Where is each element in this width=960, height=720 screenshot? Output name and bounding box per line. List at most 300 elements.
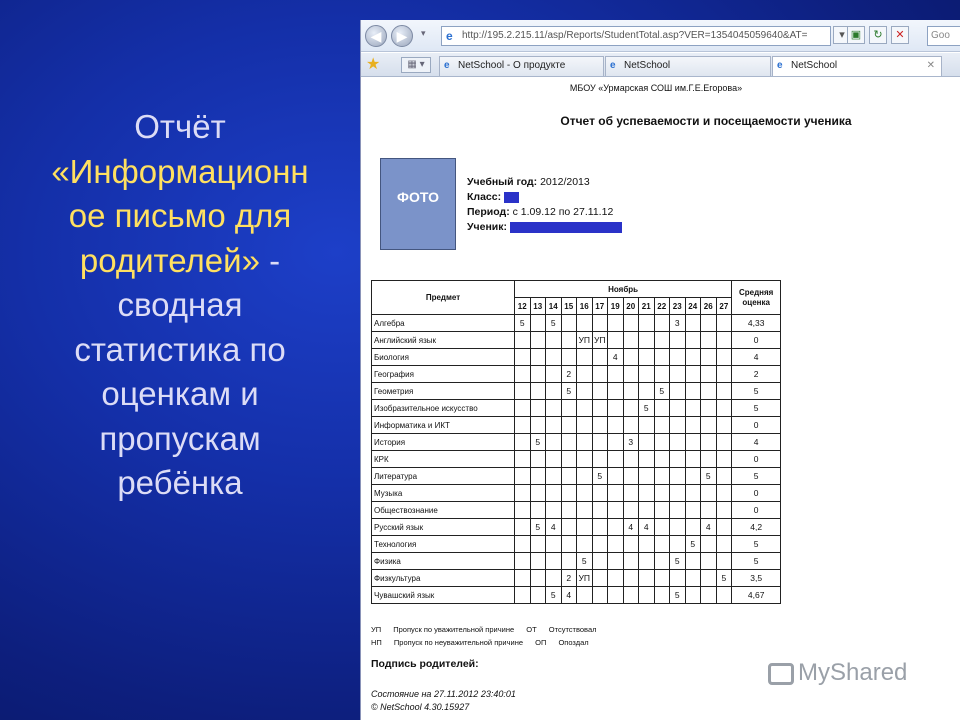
mark-cell bbox=[716, 468, 732, 485]
mark-cell bbox=[654, 553, 670, 570]
table-row bbox=[372, 383, 781, 400]
mark-cell bbox=[685, 587, 701, 604]
period-value: с 1.09.12 по 27.11.12 bbox=[512, 206, 614, 218]
mark-cell bbox=[515, 570, 531, 587]
mark-cell bbox=[716, 383, 732, 400]
mark-cell bbox=[670, 451, 686, 468]
mark-cell bbox=[623, 587, 639, 604]
mark-cell bbox=[685, 570, 701, 587]
year-label: Учебный год: bbox=[467, 176, 538, 188]
mark-cell bbox=[561, 536, 577, 553]
mark-cell bbox=[577, 519, 593, 536]
mark-cell bbox=[577, 417, 593, 434]
legend-code: ОТ bbox=[526, 625, 537, 634]
mark-cell bbox=[685, 366, 701, 383]
table-row bbox=[372, 315, 781, 332]
table-row bbox=[372, 536, 781, 553]
mark-cell: 5 bbox=[654, 383, 670, 400]
mark-cell bbox=[654, 434, 670, 451]
mark-cell bbox=[639, 315, 655, 332]
mark-cell bbox=[515, 553, 531, 570]
back-button[interactable]: ◀ bbox=[365, 25, 387, 47]
caption-line: родителей» bbox=[79, 241, 260, 279]
report-footer bbox=[371, 688, 516, 714]
mark-cell bbox=[639, 383, 655, 400]
mark-cell bbox=[654, 485, 670, 502]
mark-cell bbox=[515, 468, 531, 485]
mark-cell bbox=[515, 400, 531, 417]
mark-cell bbox=[515, 434, 531, 451]
legend-line bbox=[371, 636, 607, 649]
mark-cell bbox=[530, 468, 546, 485]
mark-cell bbox=[623, 451, 639, 468]
period-row bbox=[467, 205, 622, 220]
mark-cell bbox=[670, 570, 686, 587]
subject-cell: Информатика и ИКТ bbox=[372, 417, 515, 434]
caption-line: ое письмо для bbox=[68, 197, 292, 234]
subject-cell: Технология bbox=[372, 536, 515, 553]
mark-cell: 4 bbox=[608, 349, 624, 366]
subject-cell: Геометрия bbox=[372, 383, 515, 400]
subject-cell: Физика bbox=[372, 553, 515, 570]
day-header: 15 bbox=[561, 298, 577, 315]
mark-cell bbox=[515, 536, 531, 553]
mark-cell bbox=[639, 366, 655, 383]
table-row bbox=[372, 519, 781, 536]
avg-cell: 4 bbox=[732, 349, 781, 366]
mark-cell: 3 bbox=[670, 315, 686, 332]
tab-close-icon[interactable]: ✕ bbox=[926, 60, 935, 71]
mark-cell bbox=[546, 553, 562, 570]
table-row bbox=[372, 587, 781, 604]
avg-cell: 4,2 bbox=[732, 519, 781, 536]
legend bbox=[371, 623, 607, 649]
mark-cell bbox=[623, 315, 639, 332]
mark-cell bbox=[608, 553, 624, 570]
mark-cell bbox=[592, 519, 608, 536]
mark-cell bbox=[577, 315, 593, 332]
mark-cell bbox=[561, 553, 577, 570]
mark-cell bbox=[701, 332, 717, 349]
mark-cell bbox=[685, 383, 701, 400]
subject-cell: Литература bbox=[372, 468, 515, 485]
subject-cell: Изобразительное искусство bbox=[372, 400, 515, 417]
subject-cell: Английский язык bbox=[372, 332, 515, 349]
mark-cell bbox=[685, 332, 701, 349]
day-header: 23 bbox=[670, 298, 686, 315]
redaction-mask bbox=[504, 192, 519, 203]
mark-cell bbox=[623, 417, 639, 434]
address-bar[interactable] bbox=[441, 26, 831, 46]
mark-cell bbox=[577, 451, 593, 468]
mark-cell bbox=[561, 434, 577, 451]
caption-line: «Информационн bbox=[51, 152, 309, 190]
mark-cell bbox=[701, 315, 717, 332]
presentation-icon bbox=[768, 663, 794, 685]
mark-cell bbox=[685, 468, 701, 485]
mark-cell bbox=[623, 536, 639, 553]
mark-cell bbox=[577, 485, 593, 502]
mark-cell bbox=[654, 349, 670, 366]
mark-cell bbox=[561, 349, 577, 366]
mark-cell bbox=[639, 468, 655, 485]
mark-cell bbox=[716, 553, 732, 570]
subject-header: Предмет bbox=[372, 281, 515, 315]
class-label: Класс: bbox=[467, 191, 502, 203]
mark-cell bbox=[530, 349, 546, 366]
mark-cell bbox=[701, 434, 717, 451]
legend-text: Опоздал bbox=[558, 638, 589, 647]
mark-cell bbox=[654, 366, 670, 383]
quick-tabs-icon[interactable]: ▦ ▾ bbox=[401, 57, 431, 73]
mark-cell bbox=[701, 570, 717, 587]
mark-cell bbox=[546, 417, 562, 434]
mark-cell bbox=[592, 570, 608, 587]
mark-cell bbox=[546, 349, 562, 366]
mark-cell bbox=[654, 332, 670, 349]
avg-cell: 0 bbox=[732, 485, 781, 502]
mark-cell bbox=[577, 383, 593, 400]
history-dropdown-icon[interactable]: ▾ bbox=[421, 28, 426, 38]
avg-header: Средняя оценка bbox=[732, 281, 781, 315]
period-label: Период: bbox=[467, 206, 510, 218]
tab-label: NetSchool bbox=[791, 60, 838, 71]
legend-text: Отсутствовал bbox=[548, 625, 597, 634]
mark-cell bbox=[546, 434, 562, 451]
stop-icon[interactable]: ✕ bbox=[891, 26, 909, 44]
ie-icon: e bbox=[444, 60, 450, 71]
avg-cell: 5 bbox=[732, 553, 781, 570]
tab-label: NetSchool bbox=[624, 60, 671, 71]
mark-cell bbox=[701, 485, 717, 502]
mark-cell bbox=[670, 366, 686, 383]
year-row bbox=[467, 175, 622, 190]
mark-cell bbox=[701, 587, 717, 604]
mark-cell bbox=[546, 536, 562, 553]
table-row bbox=[372, 553, 781, 570]
day-header: 12 bbox=[515, 298, 531, 315]
mark-cell bbox=[670, 485, 686, 502]
caption-line: сводная bbox=[117, 286, 243, 323]
caption-line: Отчёт bbox=[134, 108, 226, 145]
mark-cell bbox=[701, 536, 717, 553]
mark-cell: 5 bbox=[716, 570, 732, 587]
mark-cell bbox=[515, 502, 531, 519]
mark-cell bbox=[592, 451, 608, 468]
mark-cell bbox=[515, 451, 531, 468]
mark-cell bbox=[623, 553, 639, 570]
mark-cell bbox=[685, 502, 701, 519]
mark-cell: 5 bbox=[670, 587, 686, 604]
mark-cell bbox=[654, 519, 670, 536]
mark-cell: 5 bbox=[701, 468, 717, 485]
mark-cell bbox=[716, 349, 732, 366]
caption-line: - bbox=[259, 241, 281, 279]
mark-cell: 5 bbox=[530, 434, 546, 451]
mark-cell bbox=[623, 485, 639, 502]
mark-cell bbox=[654, 451, 670, 468]
mark-cell bbox=[592, 536, 608, 553]
tab-label: NetSchool - О продукте bbox=[458, 60, 566, 71]
address-dropdown-icon[interactable]: ▾ bbox=[833, 26, 851, 44]
mark-cell bbox=[515, 383, 531, 400]
caption-line: статистика по bbox=[74, 330, 286, 368]
mark-cell bbox=[685, 417, 701, 434]
mark-cell bbox=[546, 485, 562, 502]
mark-cell bbox=[623, 383, 639, 400]
mark-cell bbox=[670, 332, 686, 349]
mark-cell: 4 bbox=[623, 519, 639, 536]
table-row bbox=[372, 485, 781, 502]
mark-cell bbox=[701, 553, 717, 570]
mark-cell bbox=[608, 519, 624, 536]
mark-cell bbox=[685, 485, 701, 502]
mark-cell: 5 bbox=[546, 587, 562, 604]
address-text: http://195.2.215.11/asp/Reports/StudentTotal.asp?VER=1354045059640&AT= bbox=[462, 30, 808, 41]
mark-cell bbox=[515, 366, 531, 383]
tab-netschool-about[interactable] bbox=[439, 56, 604, 76]
report-title: Отчет об успеваемости и посещаемости ученика bbox=[560, 114, 852, 128]
mark-cell bbox=[530, 417, 546, 434]
table-row bbox=[372, 434, 781, 451]
avg-cell: 4 bbox=[732, 434, 781, 451]
mark-cell bbox=[561, 451, 577, 468]
table-row bbox=[372, 570, 781, 587]
mark-cell bbox=[623, 349, 639, 366]
mark-cell bbox=[561, 315, 577, 332]
mark-cell bbox=[639, 451, 655, 468]
day-header: 13 bbox=[530, 298, 546, 315]
mark-cell bbox=[608, 536, 624, 553]
mark-cell bbox=[716, 417, 732, 434]
mark-cell bbox=[561, 502, 577, 519]
mark-cell bbox=[654, 468, 670, 485]
mark-cell bbox=[608, 468, 624, 485]
mark-cell bbox=[716, 502, 732, 519]
refresh-icon[interactable]: ↻ bbox=[869, 26, 887, 44]
caption-line: ребёнка bbox=[117, 464, 243, 501]
table-row bbox=[372, 502, 781, 519]
mark-cell bbox=[608, 587, 624, 604]
redaction-mask bbox=[510, 222, 622, 233]
tab-netschool[interactable] bbox=[605, 56, 771, 76]
mark-cell bbox=[515, 519, 531, 536]
mark-cell bbox=[670, 417, 686, 434]
mark-cell bbox=[592, 417, 608, 434]
mark-cell bbox=[654, 587, 670, 604]
mark-cell bbox=[530, 587, 546, 604]
avg-cell: 5 bbox=[732, 536, 781, 553]
browser-toolbar bbox=[361, 20, 960, 52]
slide-caption bbox=[20, 105, 340, 506]
mark-cell bbox=[716, 400, 732, 417]
avg-cell: 5 bbox=[732, 400, 781, 417]
mark-cell bbox=[515, 587, 531, 604]
mark-cell bbox=[716, 485, 732, 502]
forward-button[interactable]: ▶ bbox=[391, 25, 413, 47]
mark-cell bbox=[639, 485, 655, 502]
subject-cell: Физкультура bbox=[372, 570, 515, 587]
mark-cell bbox=[530, 536, 546, 553]
mark-cell bbox=[592, 587, 608, 604]
month-header: Ноябрь bbox=[515, 281, 732, 298]
report-page bbox=[361, 78, 960, 720]
mark-cell bbox=[716, 315, 732, 332]
mark-cell bbox=[716, 332, 732, 349]
mark-cell bbox=[546, 570, 562, 587]
mark-cell bbox=[685, 553, 701, 570]
mark-cell bbox=[530, 400, 546, 417]
mark-cell: 4 bbox=[561, 587, 577, 604]
mark-cell: 3 bbox=[623, 434, 639, 451]
mark-cell bbox=[608, 502, 624, 519]
subject-cell: Музыка bbox=[372, 485, 515, 502]
mark-cell bbox=[592, 434, 608, 451]
favorites-star-icon[interactable]: ★ bbox=[366, 56, 381, 73]
mark-cell bbox=[608, 383, 624, 400]
mark-cell bbox=[701, 349, 717, 366]
mark-cell: 5 bbox=[546, 315, 562, 332]
mark-cell bbox=[530, 383, 546, 400]
mark-cell bbox=[670, 434, 686, 451]
mark-cell: 4 bbox=[546, 519, 562, 536]
mark-cell: 2 bbox=[561, 570, 577, 587]
grades-table bbox=[371, 280, 781, 604]
day-header: 21 bbox=[639, 298, 655, 315]
avg-cell: 5 bbox=[732, 383, 781, 400]
mark-cell bbox=[701, 383, 717, 400]
mark-cell bbox=[530, 502, 546, 519]
mark-cell bbox=[608, 400, 624, 417]
mark-cell bbox=[530, 570, 546, 587]
ie-icon: e bbox=[446, 29, 453, 43]
mark-cell bbox=[701, 400, 717, 417]
watermark-text: MyShared bbox=[798, 659, 908, 686]
mark-cell bbox=[561, 417, 577, 434]
mark-cell bbox=[561, 468, 577, 485]
mark-cell bbox=[685, 315, 701, 332]
table-row bbox=[372, 366, 781, 383]
subject-cell: География bbox=[372, 366, 515, 383]
mark-cell: 5 bbox=[530, 519, 546, 536]
mark-cell bbox=[577, 400, 593, 417]
mark-cell bbox=[592, 383, 608, 400]
legend-line bbox=[371, 623, 607, 636]
mark-cell bbox=[670, 383, 686, 400]
compat-view-icon[interactable]: ▣ bbox=[847, 26, 865, 44]
mark-cell bbox=[577, 502, 593, 519]
mark-cell bbox=[623, 366, 639, 383]
mark-cell bbox=[546, 400, 562, 417]
mark-cell bbox=[654, 315, 670, 332]
mark-cell bbox=[608, 315, 624, 332]
ie-icon: e bbox=[777, 60, 783, 71]
mark-cell bbox=[577, 536, 593, 553]
mark-cell bbox=[701, 366, 717, 383]
mark-cell bbox=[639, 587, 655, 604]
table-row bbox=[372, 332, 781, 349]
day-header: 19 bbox=[608, 298, 624, 315]
tab-netschool-active[interactable] bbox=[772, 56, 942, 76]
mark-cell: УП bbox=[577, 570, 593, 587]
mark-cell: 2 bbox=[561, 366, 577, 383]
day-header: 14 bbox=[546, 298, 562, 315]
subject-cell: Чувашский язык bbox=[372, 587, 515, 604]
mark-cell: УП bbox=[592, 332, 608, 349]
avg-cell: 0 bbox=[732, 451, 781, 468]
day-header: 17 bbox=[592, 298, 608, 315]
grades-body bbox=[372, 315, 781, 604]
subject-cell: История bbox=[372, 434, 515, 451]
student-info bbox=[467, 175, 622, 235]
mark-cell bbox=[515, 349, 531, 366]
student-label: Ученик: bbox=[467, 221, 508, 233]
browser-window bbox=[360, 20, 960, 720]
avg-cell: 3,5 bbox=[732, 570, 781, 587]
mark-cell bbox=[639, 434, 655, 451]
mark-cell bbox=[530, 366, 546, 383]
copyright-text: © NetSchool 4.30.15927 bbox=[371, 702, 470, 712]
mark-cell bbox=[639, 536, 655, 553]
mark-cell bbox=[639, 502, 655, 519]
mark-cell bbox=[561, 519, 577, 536]
mark-cell bbox=[592, 349, 608, 366]
mark-cell bbox=[701, 417, 717, 434]
mark-cell bbox=[577, 434, 593, 451]
search-input[interactable] bbox=[927, 26, 960, 46]
mark-cell bbox=[623, 400, 639, 417]
mark-cell bbox=[670, 349, 686, 366]
avg-cell: 4,33 bbox=[732, 315, 781, 332]
mark-cell bbox=[515, 485, 531, 502]
mark-cell: 5 bbox=[670, 553, 686, 570]
day-header: 20 bbox=[623, 298, 639, 315]
table-row bbox=[372, 451, 781, 468]
mark-cell bbox=[670, 519, 686, 536]
mark-cell: 5 bbox=[592, 468, 608, 485]
caption-line: пропускам bbox=[99, 419, 261, 457]
mark-cell bbox=[561, 332, 577, 349]
mark-cell bbox=[716, 519, 732, 536]
mark-cell bbox=[577, 587, 593, 604]
day-header: 24 bbox=[685, 298, 701, 315]
mark-cell bbox=[546, 332, 562, 349]
legend-code: УП bbox=[371, 625, 382, 634]
legend-text: Пропуск по уважительной причине bbox=[393, 625, 515, 634]
avg-cell: 0 bbox=[732, 502, 781, 519]
mark-cell bbox=[577, 366, 593, 383]
mark-cell: 4 bbox=[639, 519, 655, 536]
day-header: 22 bbox=[654, 298, 670, 315]
day-header: 26 bbox=[701, 298, 717, 315]
mark-cell bbox=[670, 468, 686, 485]
mark-cell: 4 bbox=[701, 519, 717, 536]
mark-cell: 5 bbox=[561, 383, 577, 400]
school-name: МБОУ «Урмарская СОШ им.Г.Е.Егорова» bbox=[569, 83, 743, 93]
mark-cell bbox=[546, 366, 562, 383]
table-row bbox=[372, 400, 781, 417]
subject-cell: Русский язык bbox=[372, 519, 515, 536]
mark-cell bbox=[716, 451, 732, 468]
mark-cell bbox=[685, 434, 701, 451]
table-row bbox=[372, 468, 781, 485]
subject-cell: Алгебра bbox=[372, 315, 515, 332]
mark-cell bbox=[608, 451, 624, 468]
mark-cell bbox=[530, 553, 546, 570]
mark-cell bbox=[639, 349, 655, 366]
legend-code: НП bbox=[371, 638, 382, 647]
avg-cell: 2 bbox=[732, 366, 781, 383]
